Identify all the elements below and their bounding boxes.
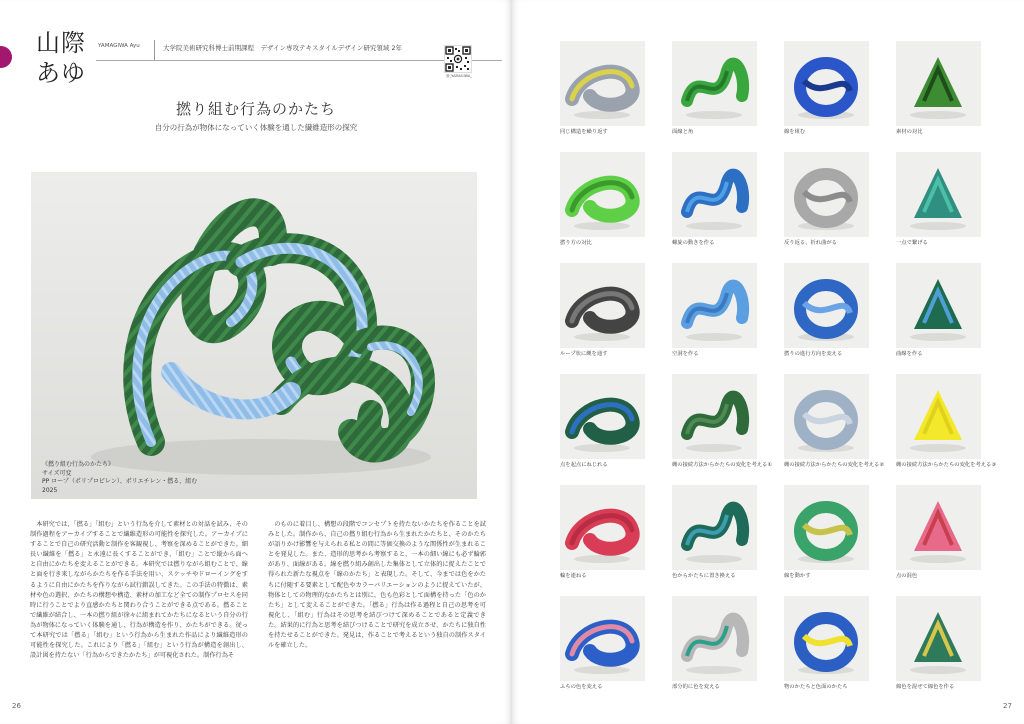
gallery-photo [896,374,981,459]
gallery-photo [784,263,869,348]
page-number-left: 26 [12,702,21,710]
gallery-item [896,152,981,247]
gallery-photo [672,374,757,459]
gallery-item [672,596,757,691]
gallery-item [784,152,869,247]
header-divider [154,40,155,60]
author-name-line1: 山際 [36,29,86,57]
gallery-item [896,485,981,580]
gallery-photo [672,152,757,237]
author-romaji: YAMAGIWA Ayu [98,43,140,49]
gallery-item [784,41,869,136]
gallery-photo [672,596,757,681]
gallery-photo [896,596,981,681]
gallery-item [560,263,645,358]
qr-code-icon [444,45,472,73]
gallery-item [896,41,981,136]
gallery-photo [784,152,869,237]
gallery-item [784,374,885,469]
gallery-item [784,596,869,691]
gallery-item [672,263,757,358]
gallery-photo [672,485,757,570]
gallery-item [560,485,645,580]
gallery-label: 曲線を作る [896,351,923,357]
gallery-photo [560,374,645,459]
body-paragraph: 本研究では、「撚る」「組む」という行為を介して素材との対話を試み、その制作過程をアーカイブすることで繊維造形の可能性を探究した。アーカイブにすることで自己の研究活動と制作を客観視し、考察を深めることができた。細長い繊維を「撚る」と永遠に長くすることができ、「組む」ことで縦から面へと自由にかたちを変えることができる。本研究では撚りながら組むことで、線と面を行き来しながらかたちを作る手法を用い、スケッチやドローイングをするように自由にかたちを作りながら試行錯誤してきた。この手法の特徴は、素材や色の選択、かたちの構想や構造、素材の加工など全ての制作プロセスを同時に行うことでより直感かたちと関わり合うことができる点である。撚ることで繊維が結合し、一本の撚り組が徐々に組まれてかたちになるという自分の行為が物体になっていく体験を通し、行為が構造を作り、かたちができる。従って本研究では「撚る」「組む」という行為から生まれた作品により繊維造形の可能性を探究した。これにより「撚る」「組む」という行為が構造を創出し、設計図を持たない「行為からできたかたち」が可視化された。制作行為そ [30,521,248,660]
gallery-item [896,263,981,358]
gallery-photo [784,485,869,570]
gallery-label: 縄の接続方法からかたちの変化を考える② [784,462,885,468]
article-title: 撚り組む行為のかたち [175,100,336,118]
gallery-label: 点の混色 [896,573,918,579]
main-artwork-caption [42,461,197,495]
article-subtitle: 自分の行為が物体になっていく体験を通した繊維造形の探究 [154,123,358,132]
gallery-item [896,374,997,469]
gallery-label: 線を動かす [784,573,811,579]
gallery-label: 一点で繋げる [896,240,928,246]
gallery-label: 素材の対比 [896,129,923,135]
gallery-label: 部分的に色を変える [672,684,720,690]
gallery-photo [560,596,645,681]
body-paragraph: のものに着目し、構想の段階でコンセプトを持たないかたちを作ることを試みとした。制作から、自己の撚り組む行為から生まれたかたちと、そのかたちが語りかけ影響を与えられる私との間に等価交換のような関係性が生まれることを発見した。また、造形的思考から考察すると、一本の細い線にも必ず輪郭があり、面線がある。線を撚り組み創出した集体として立体的に捉えたことで得られた新たな視点を「線のかたち」と表現した。そして、今までは色をかたちに付随する要素として配色やカラーバリエーションのように捉えていたが、物体としての物理的なかたちとは別に、色も色彩として面構を持った「色のかたち」として変えることができた。「撚る」行為は作る過程と自己の思考を可視化し、「組む」行為はその思考を結びつけて深めることであると定義できた。結果的に行為と思考を結びつけることで研究を成立させ、かたちに独自性を持たせることができた。発見は、作ることで考えるという独自の制作スタイルを確立した。 [268,521,486,650]
gallery-label: ループ状に縄を通す [560,351,608,357]
gallery-photo [560,41,645,126]
qr-caption: @_YAMAGIWA_ [446,74,473,78]
author-affiliation: 大学院美術研究科博士前期課程 デザイン専攻テキスタイルデザイン研究領域 2年 [163,44,403,52]
chapter-tab-marker [0,46,12,68]
gallery-label: 螺旋の動きを作る [672,240,715,246]
gallery-label: 線を組む [784,129,806,135]
gallery-label: 線色を混ぜて線色を作る [896,684,955,690]
caption-line: PP ロープ（ポリプロピレン）、ポリエチレン・撚る、組む [42,478,198,485]
gallery-item [672,485,757,580]
gallery-label: 縄の接続方法からかたちの変化を考える③ [896,462,997,468]
header-rule [96,60,502,61]
caption-line: 2025 [42,486,58,494]
gallery-label: 輪を連ねる [560,573,587,579]
gallery-item [784,263,869,358]
gallery-photo [896,41,981,126]
caption-line: 《撚り組む行為のかたち》 [42,461,115,468]
gallery-label: 物のかたちと色面のかたち [784,684,848,690]
gallery-photo [560,263,645,348]
author-name [36,28,86,88]
body-column-1 [30,520,248,661]
gallery-label: 撚り方の対比 [560,240,592,246]
gallery-photo [896,152,981,237]
gallery-item [672,152,757,247]
gallery-label: 面線と角 [672,129,694,135]
body-column-2 [268,520,486,651]
caption-line: サイズ可変 [42,469,72,477]
gallery-label: 撚りの進行方向を変える [784,351,843,357]
main-artwork-photo [31,172,477,499]
gallery-label: 反り返る、折れ曲がる [784,240,837,246]
gallery-photo [784,596,869,681]
gallery-item [896,596,981,691]
gallery-photo [784,41,869,126]
gallery-label: ふちの色を変える [560,684,603,690]
gallery-photo [560,485,645,570]
gallery-item [560,596,645,691]
author-name-line2: あゆ [36,59,86,87]
gallery-item [560,41,645,136]
gallery-label: 縄の接続方法からかたちの変化を考える① [672,462,773,468]
gallery-label: 点を起点にねじれる [560,462,608,468]
gallery-label: 空洞を作る [672,351,699,357]
gallery-item [560,152,645,247]
gallery-photo [560,152,645,237]
gallery-photo [784,374,869,459]
page-number-right: 27 [1003,702,1012,710]
gallery-item [784,485,869,580]
gallery-photo [896,263,981,348]
gallery-label: 色からかたちに置き換える [672,573,736,579]
gallery-photo [672,41,757,126]
gallery-item [672,374,773,469]
gallery-item [560,374,645,469]
gallery-photo [672,263,757,348]
gallery-label: 同じ構造を繰り返す [560,129,608,135]
gallery-item [672,41,757,136]
gallery-photo [896,485,981,570]
